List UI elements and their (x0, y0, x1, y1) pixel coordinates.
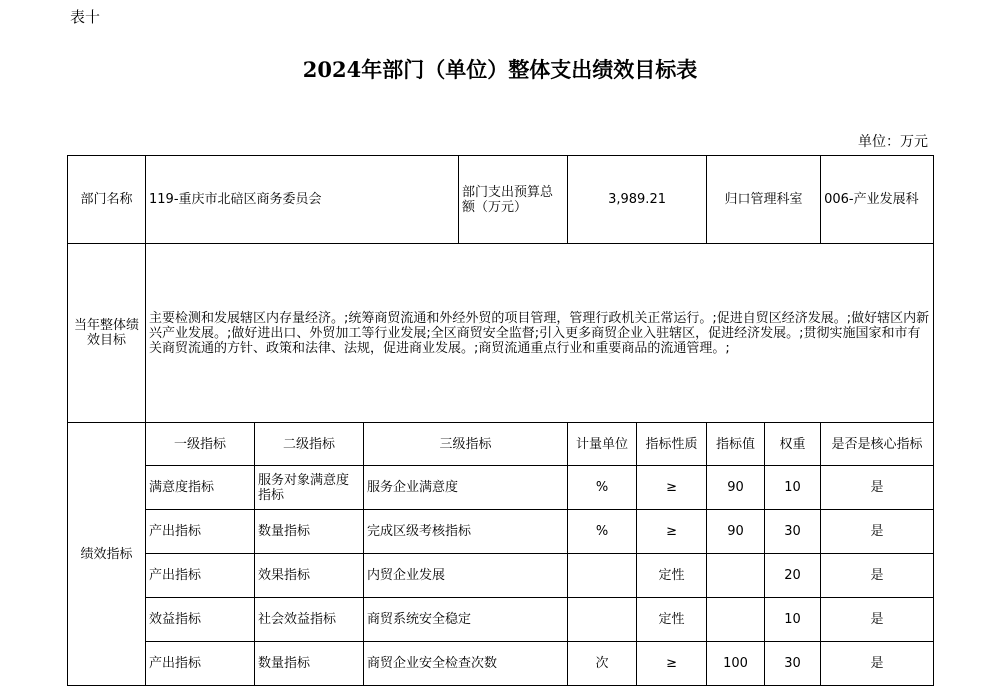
header-weight: 权重 (765, 423, 821, 466)
level1-cell: 产出指标 (146, 510, 255, 554)
indicator-row (68, 466, 934, 510)
weight-cell: 10 (765, 466, 821, 510)
header-nature: 指标性质 (637, 423, 707, 466)
budget-value: 3,989.21 (568, 156, 707, 244)
header-core: 是否是核心指标 (821, 423, 934, 466)
level2-cell: 效果指标 (255, 554, 364, 598)
indicator-row (68, 510, 934, 554)
header-level2: 二级指标 (255, 423, 364, 466)
indicator-row (68, 598, 934, 642)
header-level1: 一级指标 (146, 423, 255, 466)
level1-cell: 满意度指标 (146, 466, 255, 510)
goal-label: 当年整体绩效目标 (68, 244, 146, 423)
header-unit: 计量单位 (568, 423, 637, 466)
core-cell: 是 (821, 510, 934, 554)
dept-name-value: 119-重庆市北碚区商务委员会 (146, 156, 459, 244)
level2-cell: 社会效益指标 (255, 598, 364, 642)
unit-cell: % (568, 510, 637, 554)
indicator-row (68, 642, 934, 686)
core-cell: 是 (821, 642, 934, 686)
value-cell: 90 (707, 510, 765, 554)
level2-cell: 数量指标 (255, 642, 364, 686)
value-cell (707, 598, 765, 642)
unit-cell (568, 554, 637, 598)
indicator-row (68, 554, 934, 598)
dept-name-label: 部门名称 (68, 156, 146, 244)
header-value: 指标值 (707, 423, 765, 466)
unit-cell (568, 598, 637, 642)
nature-cell: 定性 (637, 598, 707, 642)
unit-cell: 次 (568, 642, 637, 686)
level3-cell: 内贸企业发展 (364, 554, 568, 598)
office-label: 归口管理科室 (707, 156, 821, 244)
unit-label: 单位：万元 (858, 134, 928, 150)
core-cell: 是 (821, 554, 934, 598)
weight-cell: 30 (765, 642, 821, 686)
weight-cell: 20 (765, 554, 821, 598)
header-level3: 三级指标 (364, 423, 568, 466)
level2-cell: 服务对象满意度指标 (255, 466, 364, 510)
level3-cell: 服务企业满意度 (364, 466, 568, 510)
indicator-header-row (68, 423, 934, 466)
nature-cell: 定性 (637, 554, 707, 598)
budget-label: 部门支出预算总额（万元） (459, 156, 568, 244)
level1-cell: 产出指标 (146, 642, 255, 686)
level1-cell: 产出指标 (146, 554, 255, 598)
level3-cell: 完成区级考核指标 (364, 510, 568, 554)
document-title: 2024年部门（单位）整体支出绩效目标表 (302, 57, 698, 82)
level2-cell: 数量指标 (255, 510, 364, 554)
level3-cell: 商贸企业安全检查次数 (364, 642, 568, 686)
core-cell: 是 (821, 466, 934, 510)
value-cell (707, 554, 765, 598)
level1-cell: 效益指标 (146, 598, 255, 642)
performance-target-table (67, 155, 934, 686)
weight-cell: 30 (765, 510, 821, 554)
value-cell: 100 (707, 642, 765, 686)
core-cell: 是 (821, 598, 934, 642)
department-row (68, 156, 934, 244)
table-number-label: 表十 (70, 8, 101, 26)
nature-cell: ≥ (637, 642, 707, 686)
unit-cell: % (568, 466, 637, 510)
level3-cell: 商贸系统安全稳定 (364, 598, 568, 642)
nature-cell: ≥ (637, 510, 707, 554)
value-cell: 90 (707, 466, 765, 510)
indicators-section-label: 绩效指标 (68, 423, 146, 686)
weight-cell: 10 (765, 598, 821, 642)
goal-row (68, 244, 934, 423)
office-value: 006-产业发展科 (821, 156, 934, 244)
nature-cell: ≥ (637, 466, 707, 510)
goal-text: 主要检测和发展辖区内存量经济。;统筹商贸流通和外经外贸的项目管理，管理行政机关正常运行。;促进自贸区经济发展。;做好辖区内新兴产业发展。;做好进出口、外贸加工等行业发展;全区商贸安全监督;引入更多商贸企业入驻辖区，促进经济发展。;贯彻实施国家和市有关商贸流通的方针、政策和法律、法规，促进商业发展。;商贸流通重点行业和重要商品的流通管理。; (146, 244, 934, 423)
